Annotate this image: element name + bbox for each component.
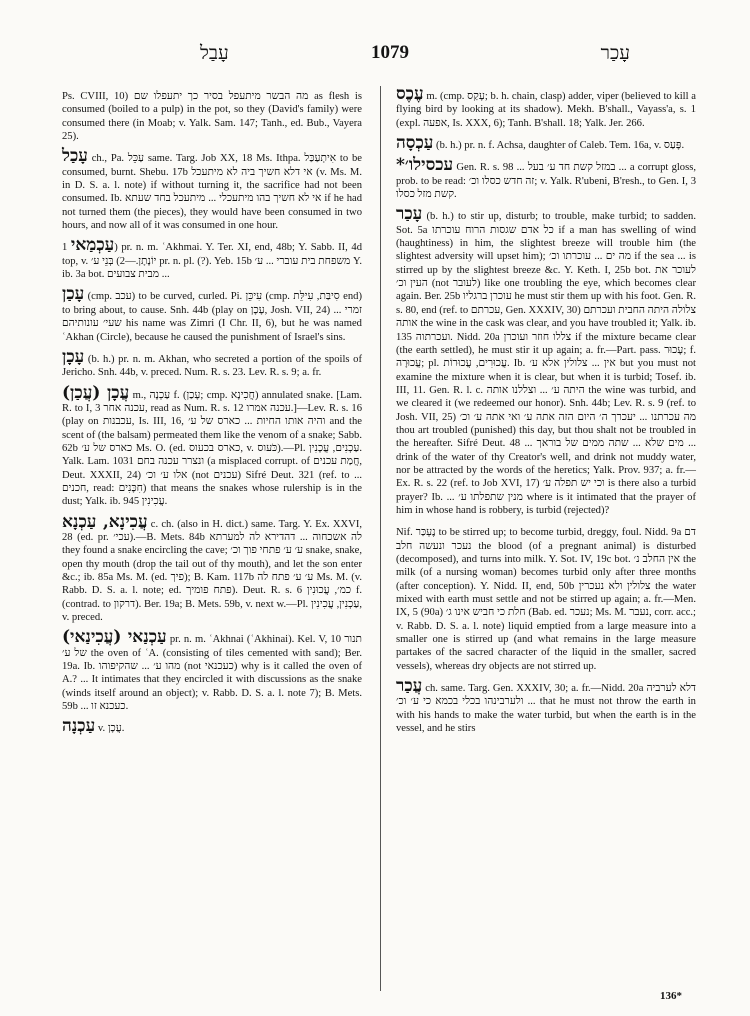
entry-headword: עֲכִינָא, עַכְנָא bbox=[62, 511, 148, 532]
entry-text: 1) pr. n. m. ʿAkhmai. Y. Ter. XI, end, 48b; Y. Sabb. II, 4d top, v. יוֹנָתָן.—2) בְּנֵי ע׳ pr. n. pl. (?). Yeb. 15b משפחת בית עוברי ... ע׳ Y. ib. 3a bot. מבית צבועים ... bbox=[62, 242, 362, 281]
dictionary-entry bbox=[62, 88, 362, 143]
dictionary-entry bbox=[62, 284, 363, 343]
entry-headword: עַכְמַאי bbox=[70, 235, 115, 256]
dictionary-entry bbox=[62, 716, 362, 737]
running-headword-left: עָבַל bbox=[200, 42, 229, 64]
entry-text: (b. h.) to stir up, disturb; to trouble, make turbid; to sadden. Sot. 5a כל אדם שגסות הרוח עוכרתו if a man has swelling of wind (haughtiness) in him, the slightest breeze will trouble him (the slightest adversity will upset him); מה ים ... עוכרתו וכ׳ if the sea ... is stirred up by the slightest breeze &c. Y. Keth. I, 25b bot. לעוכר את העין וכ׳ (not לעובר) like one troubling the eye, which becomes clear again. Ber. 25b עוכרן ברגליו he must stir them up with his foot. Gen. R. s. 80, end (ref. to עכרתם, Gen. XXXIV, 30) צלולה היתה החבית ועכרתם אותה the wine in the cask was clear, and you have troubled it; Yalk. ib. 135 ועכרתוה. Nidd. 20a צללו חוזר ועוכרן if the mixture became clear (the earth settled), he must stir it up again; a. fr.—Part. pass. עָכוּר; f. עֲכוּרָה; pl. עֲכוּרִים, עֲכוּרוֹת. Ib. אין ... צלולין אלא ע׳ but you must not examine the mixture when it is clear, but when it is turbid; Tosef. ib. III, 11. Gen. R. l. c. היתה ע׳ ... וצללנו אותה the wine was turbid, and we cleared it (we redeemed our honor). Snh. 44b; Lev. R. s. 9 (ref. to Josh. VII, 25) מה עכרתנו ... יעכרך ה׳ היום הזה אתה ע׳ ואי אתה ע׳ וכ׳ thou art troubled (punished) this day, but thou shalt not be troubled in the hereafter. Sifré Deut. 48 ... מים שלא ... שתה ממים של בוראך ... drink of the water of thy Creator's well, and drink not muddy water, nor be attracted by the words of the heretics; Yalk. Prov. 937; a. fr.—Ex. R. s. 22 (ref. to Job XVI, 17) וכי יש תפלה ע׳ is there also a turbid prayer? Ib. ... מנין שתפלתו ע׳ where is it intimated that the prayer of him in whose hand is robbery, is turbid (rejected)? bbox=[396, 211, 697, 516]
entry-headword: עָכַן bbox=[62, 284, 85, 305]
entry-text: (cmp. עכב) to be curved, curled. Pi. עִיכֵּן (cmp. סִיבַּת, עִילֵּת end) to bring about, to cause. Snh. 44b (play on עָכָן, Josh. VII, 24) זמרי ... שעי׳ עונותיהם his name was Zimri (I Chr. II, 6), but he was named ʿAkhan (Circle), because he caused the punishment of Israel's sins. bbox=[62, 291, 363, 343]
right-column bbox=[396, 84, 697, 742]
column-divider bbox=[380, 86, 381, 991]
entry-headword: עָכַל bbox=[62, 146, 88, 167]
page-number: 1079 bbox=[371, 42, 409, 63]
dictionary-entry bbox=[62, 382, 363, 509]
page-header bbox=[60, 42, 720, 76]
entry-text: ch. same. Targ. Gen. XXXIV, 30; a. fr.—Nidd. 20a דלא לערביה ... ולערבינהו בכלי בכמא כי ע׳ וכ׳ that he must not throw the earth in with his hands to make the water turbid, but when the earth is in the vessel, and he stirs bbox=[396, 683, 696, 735]
entry-text: v. עֲכָן. bbox=[97, 723, 125, 735]
dictionary-entry bbox=[396, 155, 696, 201]
entry-text: m., עַכְנָה f. (עָכַן; cmp. חֲכִינָא) annulated snake. [Lam. R. to I, 3 עכנה אחר, read as Num. R. s. 12 עכנה אמרו.]—Lev. R. s. 16 (play on עכבנות, Is. III, 16, והיה אותו החיות ... כארס של ע׳ and the scent of (the balsam) permeated them like the venom of a snake; Sabb. 62b כארס של ע׳ Ms. O. (ed. כארס בכעוס, v. כֹּעוס).—Pl. עַכְנִים, עֲכָנִין. Yalk. Lam. 1031 ונצרר עכנה בחם (a misplaced corrupt. of חֲמַת עכנים, Deut. XXXII, 24) אלו ע׳ וכ׳ (not עכנים) Sifré Deut. 321 (ref. to ... חכנים, read: חִכָּנִים) that means the snakes whose rulership is in the dust; Yalk. ib. 945 עֲכִינִין. bbox=[62, 389, 363, 508]
dictionary-entry bbox=[396, 204, 697, 517]
dictionary-entry bbox=[396, 524, 696, 673]
entry-headword: עַכְסָה bbox=[396, 133, 434, 154]
dictionary-entry bbox=[62, 235, 362, 281]
dictionary-entry bbox=[62, 146, 362, 232]
entry-headword: עַכְנָה bbox=[62, 716, 96, 737]
entry-text: c. ch. (also in H. dict.) same. Targ. Y. Ex. XXVI, 28 (ed. pr. עכי׳).—B. Mets. 84b לה אשכחוה ... דהדירא לה למערתא they found a snake encircling the cave; ע׳ ע׳ פתחי פוך וכ׳ snake, snake, open thy mouth (drop the tail out of thy mouth), and let the son enter &c.; ib. 85a Ms. M. (ed. פיך); B. Kam. 117b ע׳ ע׳ פתח לה Ms. M. (v. Rabb. D. S. a. l. note; ed. פתח פומיך). Deut. R. s. 6 כמ׳, עֲכוּנִין f. (contrad. to דרקון). Ber. 19a; B. Mets. 59b, v. next w.—Pl. עַכְנִין, עֲכִינִין, v. preced. bbox=[62, 518, 362, 624]
entry-text: ch., Pa. עַכֵּל same. Targ. Job XX, 18 Ms. Ithpa. אִיתְעַכַּל to be consumed, burnt. Shebu. 17b אי דלא חשיך ביה לא מיתעכל (v. Ms. M. in D. S. a. l. note) if without turning it, the sacrifice had not been consumed. Ib. אי לא חשיך בהו מיתעכלי ... מיתעכל בחד שעתא if he had not turned them (the pieces), they would have been consumed in two hours, and now all of it was consumed in one hour. bbox=[62, 153, 362, 232]
entry-headword: עֲכַר bbox=[396, 676, 423, 697]
entry-text: Ps. CVIII, 10) מה הבשר מיתעפל בסיר כך יתעפלו שם as flesh is consumed (boiled to a pulp) in the pot, so they (David's family) were consumed there (in Moab; v. Yalk. Sam. 147; Tanh., ed. Bub., Vayera 25). bbox=[62, 91, 362, 143]
dictionary-entry bbox=[62, 627, 363, 713]
entry-headword: *עכסילו׳ bbox=[396, 155, 454, 176]
left-column bbox=[62, 88, 362, 743]
entry-text: (b. h.) pr. n. m. Akhan, who secreted a portion of the spoils of Jericho. Snh. 44b, v. preced. Num. R. s. 23. Lev. R. s. 9; a. fr. bbox=[62, 353, 362, 379]
dictionary-entry bbox=[396, 133, 696, 154]
entry-headword: (עֲכַן) עֲכָן bbox=[62, 382, 130, 403]
entry-text: Nif. נֶעְכַּר to be stirred up; to become turbid, dreggy, foul. Nidd. 9a דם נעכר ונעשה חלב the blood (of a pregnant animal) is disturbed (decomposed), and turns into milk. Y. Sot. IV, 19c bot. אין החלב נ׳ the milk (of a nursing woman) becomes turbid only after three months (after conception). Y. Nidd. II, end, 50b צלולין ולא נעכרין the water mixed with earth must settle and not be stirred up again; a. fr.—Men. IX, 5 (90a) חלת כי חביש אינו ג׳ (Bab. ed. נעכר; Ms. M. נעבר, corr. acc.; v. Rabb. D. S. a. l. note) liquid emptied from a large measure into a smaller one is stirred up (and what remains in the large measure partakes of the sacred character of the liquid in the smaller, sacred vessels), whereas dry objects are not stirred up. bbox=[396, 527, 697, 672]
running-headword-right: עָכַר bbox=[600, 42, 630, 64]
entry-headword: עֶכֶס bbox=[396, 84, 424, 104]
dictionary-entry bbox=[62, 346, 362, 380]
entry-text: pr. n. m. ʿAkhnai (ʿAkhinai). Kel. V, 10 תנור של ע׳ the oven of ʿA. (consisting of tiles cemented with sand); Ber. 19a. Ib. מהו ע׳ ... שהקיפוהו (not כעכנאי) why is it called the oven of A.? ... It intimates that they encircled it with discussions as the snake (winds itself around an object); v. Rabb. D. S. a. l. note 7); B. Mets. 59b ... כעכנא זו. bbox=[62, 634, 363, 713]
signature-mark: 136* bbox=[660, 990, 682, 1002]
entry-text: Gen. R. s. 98 ... במזל קשת חד ע׳ בעל ... a corrupt gloss, prob. to be read: זה חדש כסלו וכ׳; v. Yalk. R'ubeni, B'resh., to Gen. I, 3 קשת מזל כסלו. bbox=[396, 162, 696, 201]
entry-text: (b. h.) pr. n. f. Achsa, daughter of Caleb. Tem. 16a, v. פָּעַס. bbox=[436, 140, 685, 152]
entry-headword: עָכַר bbox=[396, 204, 423, 225]
entry-headword: עָכָן bbox=[62, 346, 85, 367]
dictionary-entry bbox=[396, 676, 696, 735]
dictionary-entry bbox=[62, 511, 362, 625]
entry-headword: (עֲכִינַאי) עַכְנַאי bbox=[62, 627, 167, 648]
dictionary-entry bbox=[396, 84, 696, 130]
entry-text: m. (cmp. עָקַס; b. h. chain, clasp) adder, viper (believed to kill a flying bird by looking at its shadow). Mekh. B'shall., Vayass'a, s. 1 (expl. אפעה, Is. XXX, 6); Tanh. B'shall. 18; Yalk. Jer. 266. bbox=[396, 91, 696, 129]
